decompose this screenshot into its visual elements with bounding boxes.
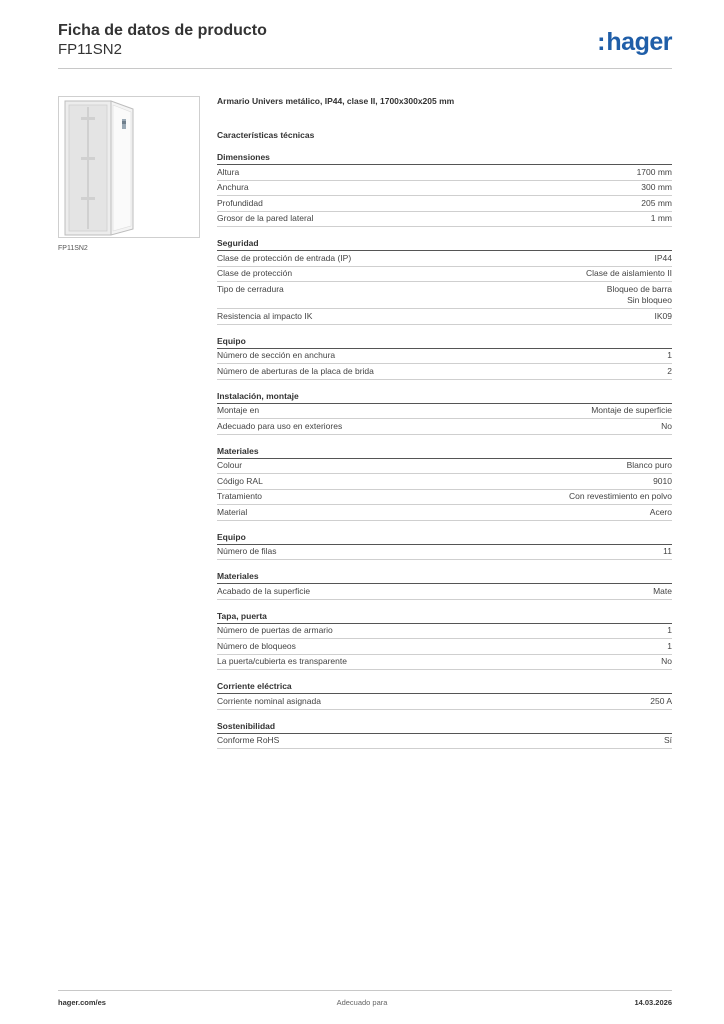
spec-value-line: 250 A: [650, 695, 672, 706]
spec-group: [217, 336, 672, 380]
spec-value-line: Sin bloqueo: [627, 295, 672, 305]
spec-value: [653, 586, 672, 598]
spec-value-line: Sí: [663, 735, 672, 745]
spec-label: La puerta/cubierta es transparente: [217, 656, 347, 666]
spec-label: Adecuado para uso en exteriores: [217, 420, 343, 431]
spec-group: [217, 152, 672, 227]
spec-row: [217, 282, 672, 309]
spec-content: [217, 96, 672, 749]
spec-value-line: 300 mm: [641, 182, 672, 192]
spec-label: Anchura: [217, 182, 249, 192]
spec-label: Resistencia al impacto IK: [217, 310, 313, 321]
spec-value: [641, 182, 672, 194]
spec-value: [655, 253, 673, 265]
header-divider: [58, 68, 672, 69]
spec-groups: [217, 152, 672, 749]
spec-label: Colour: [217, 460, 243, 470]
spec-group-title: Dimensiones: [217, 152, 672, 165]
spec-label: Conforme RoHS: [217, 735, 280, 745]
spec-label: Número de aberturas de la placa de brida: [217, 365, 374, 376]
spec-row: [217, 639, 672, 655]
spec-group: [217, 391, 672, 435]
page-title: Ficha de datos de producto: [58, 22, 267, 39]
spec-row: [217, 212, 672, 228]
spec-row: [217, 655, 672, 671]
spec-value-line: 11: [663, 546, 672, 556]
spec-group: [217, 611, 672, 671]
spec-label: Grosor de la pared lateral: [217, 213, 314, 223]
spec-label: Acabado de la superficie: [217, 585, 311, 596]
spec-row: [217, 349, 672, 365]
footer-website: hager.com/es: [58, 998, 106, 1007]
spec-label: Número de sección en anchura: [217, 350, 336, 360]
spec-value: [650, 696, 672, 708]
spec-group-title: Sostenibilidad: [217, 721, 672, 734]
spec-value: [667, 366, 672, 378]
spec-row: [217, 584, 672, 600]
spec-value: [661, 656, 672, 668]
logo-dots-icon: :: [597, 28, 606, 56]
spec-row: [217, 309, 672, 325]
spec-value: [667, 625, 672, 637]
spec-value: [641, 198, 672, 210]
spec-value: [655, 311, 673, 323]
spec-group: [217, 571, 672, 600]
spec-label: Altura: [217, 166, 240, 177]
spec-label: Tipo de cerradura: [217, 283, 284, 294]
spec-group-title: Equipo: [217, 336, 672, 349]
spec-row: [217, 181, 672, 197]
spec-group-title: Tapa, puerta: [217, 611, 672, 624]
spec-group-title: Materiales: [217, 571, 672, 584]
spec-value: [650, 507, 672, 519]
spec-row: [217, 490, 672, 506]
spec-group: [217, 721, 672, 750]
spec-value: [661, 421, 672, 433]
spec-row: [217, 474, 672, 490]
spec-value-line: Con revestimiento en polvo: [568, 491, 672, 501]
spec-value-line: Clase de aislamiento II: [586, 268, 672, 278]
spec-value: [627, 460, 672, 472]
spec-value-line: Mate: [653, 585, 672, 596]
image-caption: FP11SN2: [58, 245, 88, 252]
spec-row: [217, 545, 672, 561]
spec-label: Código RAL: [217, 475, 263, 486]
spec-value-line: IP44: [654, 252, 672, 263]
spec-row: [217, 419, 672, 435]
spec-value-line: No: [661, 656, 672, 666]
spec-group-title: Equipo: [217, 532, 672, 545]
technical-characteristics-label: Características técnicas: [217, 130, 315, 140]
spec-row: [217, 165, 672, 181]
spec-row: [217, 364, 672, 380]
spec-group-title: Seguridad: [217, 238, 672, 251]
spec-label: Corriente nominal asignada: [217, 695, 321, 706]
spec-value-line: 9010: [653, 475, 672, 486]
spec-value-line: Acero: [649, 506, 672, 517]
spec-value-line: 1 mm: [650, 213, 672, 223]
spec-value-line: 1: [667, 625, 672, 635]
spec-label: Tratamiento: [217, 491, 263, 501]
spec-label: Número de filas: [217, 546, 277, 556]
spec-value: [637, 167, 672, 179]
spec-value: [651, 213, 672, 225]
spec-value-line: Blanco puro: [626, 460, 672, 470]
spec-label: Clase de protección de entrada (IP): [217, 252, 352, 263]
spec-row: [217, 404, 672, 420]
spec-value: [667, 350, 672, 362]
spec-label: Número de puertas de armario: [217, 625, 333, 635]
spec-row: [217, 505, 672, 521]
spec-row: [217, 694, 672, 710]
spec-value-line: Bloqueo de barra: [606, 283, 672, 294]
spec-value-line: No: [661, 420, 672, 431]
spec-value-line: 1: [667, 640, 672, 651]
spec-group: [217, 681, 672, 710]
spec-value-line: Montaje de superficie: [591, 405, 672, 415]
spec-group: [217, 532, 672, 561]
page-subtitle: FP11SN2: [58, 41, 122, 58]
spec-value: [607, 284, 672, 307]
spec-value-line: 205 mm: [641, 197, 672, 208]
spec-group: [217, 446, 672, 521]
spec-value: [653, 476, 672, 488]
footer-center-text: Adecuado para: [336, 998, 388, 1007]
spec-value: [664, 735, 672, 747]
spec-value-line: 1: [667, 350, 672, 360]
spec-row: [217, 624, 672, 640]
spec-label: Material: [217, 506, 248, 517]
spec-row: [217, 196, 672, 212]
logo-text: hager: [606, 28, 672, 56]
hager-logo: [597, 28, 672, 57]
product-description: Armario Univers metálico, IP44, clase II, 1700x300x205 mm: [217, 96, 455, 106]
spec-group-title: Instalación, montaje: [217, 391, 672, 404]
spec-value: [591, 405, 672, 417]
spec-group-title: Corriente eléctrica: [217, 681, 672, 694]
product-image: [58, 96, 200, 238]
spec-value-line: 1700 mm: [636, 166, 672, 177]
spec-value-line: 2: [667, 365, 672, 376]
spec-row: [217, 734, 672, 750]
footer-divider: [58, 990, 672, 991]
spec-value: [663, 546, 672, 558]
spec-label: Número de bloqueos: [217, 640, 296, 651]
spec-value-line: IK09: [654, 310, 672, 321]
spec-row: [217, 251, 672, 267]
spec-label: Profundidad: [217, 197, 263, 208]
spec-value: [569, 491, 672, 503]
spec-value: [667, 641, 672, 653]
spec-label: Clase de protección: [217, 268, 293, 278]
spec-group: [217, 238, 672, 325]
spec-row: [217, 267, 672, 283]
spec-value: [586, 268, 672, 280]
spec-group-title: Materiales: [217, 446, 672, 459]
spec-label: Montaje en: [217, 405, 260, 415]
spec-row: [217, 459, 672, 475]
cabinet-illustration-icon: [59, 97, 199, 237]
footer-date: 14.03.2026: [634, 998, 672, 1007]
